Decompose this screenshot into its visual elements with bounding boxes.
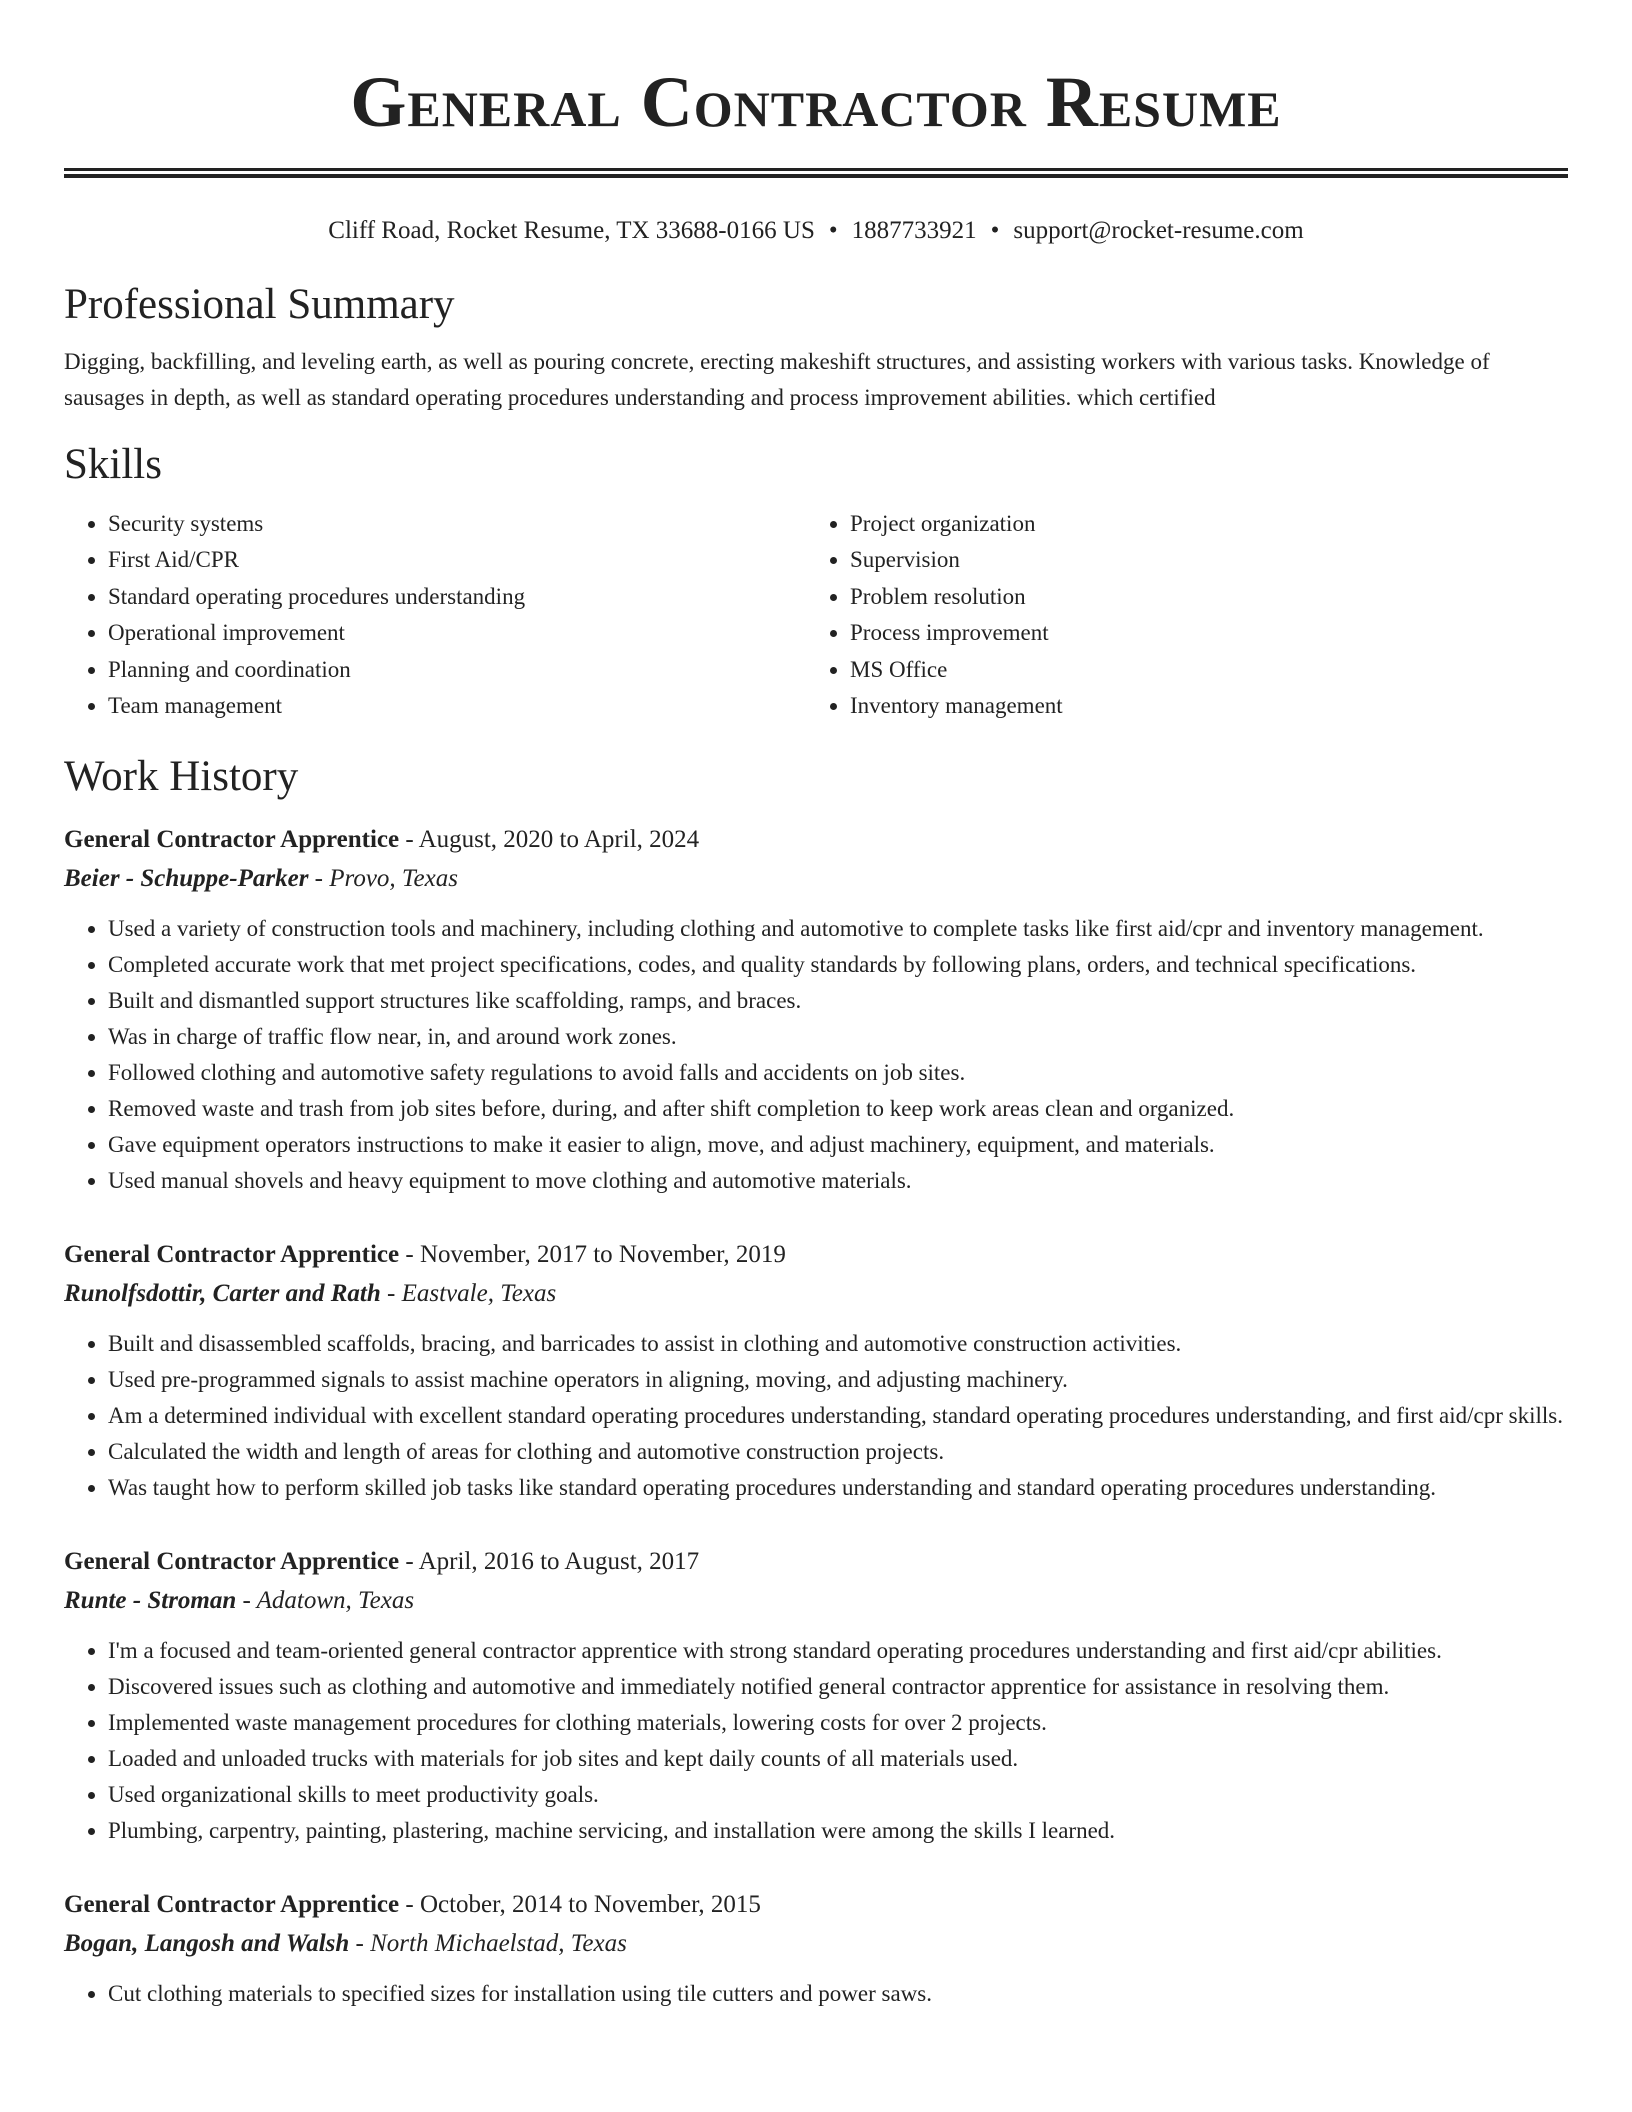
job-bullet: • Used a variety of construction tools and machinery, including clothing and automotive to complete tasks like first aid/cpr and inventory management.: [108, 911, 1568, 947]
skill-item: • Supervision: [850, 542, 1063, 578]
job-entry: [64, 822, 1568, 1199]
job-bullet: • Used pre-programmed signals to assist machine operators in aligning, moving, and adjusting machinery.: [108, 1362, 1568, 1398]
job-title-line: [64, 1544, 1568, 1580]
job-location: - Adatown, Texas: [236, 1587, 415, 1615]
company-name: Bogan, Langosh and Walsh: [64, 1930, 350, 1958]
company-name: Beier - Schuppe-Parker: [64, 865, 309, 893]
job-location: - North Michaelstad, Texas: [349, 1930, 627, 1958]
job-entry: [64, 1237, 1568, 1506]
job-title: General Contractor Apprentice: [64, 826, 400, 854]
job-bullet: • Discovered issues such as clothing and automotive and immediately notified general contractor apprentice for assistance in resolving them.: [108, 1669, 1568, 1705]
contact-email: support@rocket-resume.com: [1013, 217, 1304, 244]
job-bullet: • Calculated the width and length of areas for clothing and automotive construction projects.: [108, 1434, 1568, 1470]
job-bullet: • Removed waste and trash from job sites before, during, and after shift completion to keep work areas clean and organized.: [108, 1091, 1568, 1127]
job-bullets: [64, 1326, 1568, 1506]
job-bullet: • Built and disassembled scaffolds, bracing, and barricades to assist in clothing and automotive construction activities.: [108, 1326, 1568, 1362]
job-title: General Contractor Apprentice: [64, 1548, 400, 1576]
job-bullets: [64, 1633, 1568, 1849]
skill-item: • Planning and coordination: [108, 652, 806, 688]
job-bullet: • Gave equipment operators instructions to make it easier to align, move, and adjust machinery, equipment, and materials.: [108, 1127, 1568, 1163]
skills-heading: Skills: [64, 441, 162, 488]
job-bullet: • Am a determined individual with excellent standard operating procedures understanding, standard operating procedures understanding, and first aid/cpr skills.: [108, 1398, 1568, 1434]
job-entry: [64, 1544, 1568, 1849]
skill-item: • Project organization: [850, 506, 1063, 542]
skills-column-right: [806, 506, 1063, 724]
job-entry: [64, 1887, 1568, 2012]
job-bullets: [64, 911, 1568, 1199]
job-bullet: • Used organizational skills to meet productivity goals.: [108, 1777, 1568, 1813]
contact-phone: 1887733921: [851, 217, 977, 244]
document-title: General Contractor Resume: [350, 62, 1282, 142]
skills-list: [64, 506, 1568, 724]
skill-item: • Standard operating procedures understanding: [108, 579, 806, 615]
skill-item: • First Aid/CPR: [108, 542, 806, 578]
contact-address: Cliff Road, Rocket Resume, TX 33688-0166 US: [328, 217, 815, 244]
skill-item: • Inventory management: [850, 688, 1063, 724]
skill-item: • Security systems: [108, 506, 806, 542]
job-bullets: [64, 1976, 1568, 2012]
skill-item: • Process improvement: [850, 615, 1063, 651]
company-name: Runolfsdottir, Carter and Rath: [64, 1280, 381, 1308]
job-bullet: • I'm a focused and team-oriented general contractor apprentice with strong standard operating procedures understanding and first aid/cpr abilities.: [108, 1633, 1568, 1669]
job-title: General Contractor Apprentice: [64, 1891, 400, 1919]
summary-text: Digging, backfilling, and leveling earth, as well as pouring concrete, erecting makeshift structures, and assisting workers with various tasks. Knowledge of sausages in depth, as well as standard operating procedures understanding and process improvement abilities. which certified: [64, 349, 1490, 410]
title-divider: [64, 168, 1568, 178]
company-line: [64, 1926, 1568, 1962]
skills-column-left: [64, 506, 806, 724]
contact-separator: •: [990, 217, 1000, 244]
job-location: - Provo, Texas: [308, 865, 458, 893]
job-bullet: • Was taught how to perform skilled job tasks like standard operating procedures understanding and standard operating procedures understanding.: [108, 1470, 1568, 1506]
company-line: [64, 861, 1568, 897]
job-location: - Eastvale, Texas: [380, 1280, 557, 1308]
job-dates: - August, 2020 to April, 2024: [399, 826, 700, 854]
job-bullet: • Cut clothing materials to specified sizes for installation using tile cutters and power saws.: [108, 1976, 1568, 2012]
skill-item: • Operational improvement: [108, 615, 806, 651]
job-title-line: [64, 822, 1568, 858]
contact-separator: •: [828, 217, 838, 244]
job-dates: - November, 2017 to November, 2019: [399, 1241, 786, 1269]
job-bullet: • Completed accurate work that met project specifications, codes, and quality standards by following plans, orders, and technical specifications.: [108, 947, 1568, 983]
job-bullet: • Followed clothing and automotive safety regulations to avoid falls and accidents on job sites.: [108, 1055, 1568, 1091]
skill-item: • MS Office: [850, 652, 1063, 688]
company-name: Runte - Stroman: [64, 1587, 237, 1615]
job-dates: - April, 2016 to August, 2017: [399, 1548, 700, 1576]
company-line: [64, 1583, 1568, 1619]
job-bullet: • Was in charge of traffic flow near, in, and around work zones.: [108, 1019, 1568, 1055]
job-bullet: • Built and dismantled support structures like scaffolding, ramps, and braces.: [108, 983, 1568, 1019]
company-line: [64, 1276, 1568, 1312]
skill-item: • Team management: [108, 688, 806, 724]
job-title: General Contractor Apprentice: [64, 1241, 400, 1269]
job-bullet: • Plumbing, carpentry, painting, plastering, machine servicing, and installation were among the skills I learned.: [108, 1813, 1568, 1849]
job-title-line: [64, 1237, 1568, 1273]
summary-heading: Professional Summary: [64, 281, 455, 328]
job-bullet: • Used manual shovels and heavy equipment to move clothing and automotive materials.: [108, 1163, 1568, 1199]
job-dates: - October, 2014 to November, 2015: [399, 1891, 761, 1919]
job-title-line: [64, 1887, 1568, 1923]
work-history-heading: Work History: [64, 753, 299, 801]
job-bullet: • Implemented waste management procedures for clothing materials, lowering costs for over 2 projects.: [108, 1705, 1568, 1741]
job-bullet: • Loaded and unloaded trucks with materials for job sites and kept daily counts of all materials used.: [108, 1741, 1568, 1777]
contact-line: [64, 216, 1568, 246]
skill-item: • Problem resolution: [850, 579, 1063, 615]
